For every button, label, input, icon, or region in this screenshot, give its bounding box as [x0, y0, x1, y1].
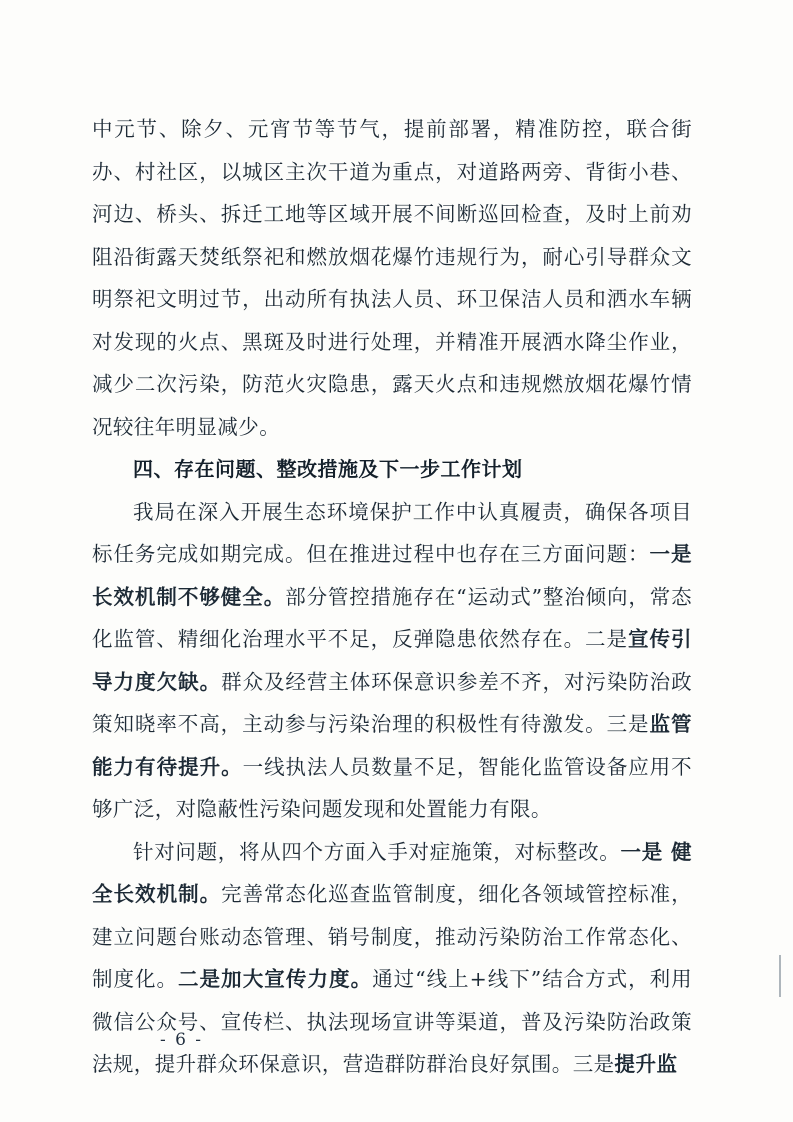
text-run: 一线执法人员数量不足，智能化监管设备应用不够广泛，对隐蔽性污染问题发现和处置能力有限。 — [92, 754, 692, 821]
text-run: 通过“线上+线下”结合方式，利用微信公众号、宣传栏、执法现场宣讲等渠道，普及污染防治政策法规，提升群众环保意识，营造群防群治良好氛围。三是 — [92, 967, 692, 1076]
emphasis-run: 二是加大宣传力度。 — [177, 967, 373, 991]
emphasis-run: 四、存在问题、整改措施及下一步工作计划 — [133, 457, 523, 481]
page-number: - 6 - — [159, 1030, 204, 1050]
emphasis-run: 宣传引导力度欠缺。 — [92, 627, 693, 694]
text-run: 完善常态化巡查监管制度，细化各领域管控标准，建立问题台账动态管理、销号制度，推动污染防治工作常态化、制度化。 — [92, 882, 692, 991]
body-paragraph — [92, 491, 692, 831]
emphasis-run: 一是 长效机制不够健全。 — [92, 542, 692, 609]
page-footer — [0, 1030, 793, 1050]
document-body — [92, 108, 692, 1086]
text-run: 针对问题，将从四个方面入手对症施策，对标整改。 — [133, 839, 621, 864]
body-paragraph — [92, 108, 692, 448]
text-run: 中元节、除夕、元宵节等节气，提前部署，精准防控，联合街办、村社区，以城区主次干道为重点，对道路两旁、背街小巷、河边、桥头、拆迁工地等区域开展不间断巡回检查，及时上前劝阻沿街露天焚纸祭祀和燃放烟花爆竹违规行为，耐心引导群众文明祭祀文明过节，出动所有执法人员、环卫保洁人员和洒水车辆对发现的火点、黑斑及时进行处理，并精准开展洒水降尘作业，减少二次污染，防范火灾隐患，露天火点和违规燃放烟花爆竹情况较往年明显减少。 — [92, 117, 692, 439]
text-run: 群众及经营主体环保意识参差不齐，对污染防治政策知晓率不高，主动参与污染治理的积极性有待激发。三是 — [92, 669, 692, 736]
section-heading — [92, 448, 692, 491]
emphasis-run: 一是 健全长效机制。 — [92, 839, 693, 906]
emphasis-run: 监管能力有待提升。 — [92, 712, 692, 779]
page-edge-mark — [779, 955, 781, 997]
emphasis-run: 提升监 — [614, 1052, 678, 1076]
text-run: 部分管控措施存在“运动式”整治倾向，常态化监管、精细化治理水平不足，反弹隐患依然存在。二是 — [92, 584, 693, 651]
text-run: 我局在深入开展生态环境保护工作中认真履责，确保各项目标任务完成如期完成。但在推进过程中也存在三方面问题： — [92, 499, 692, 566]
